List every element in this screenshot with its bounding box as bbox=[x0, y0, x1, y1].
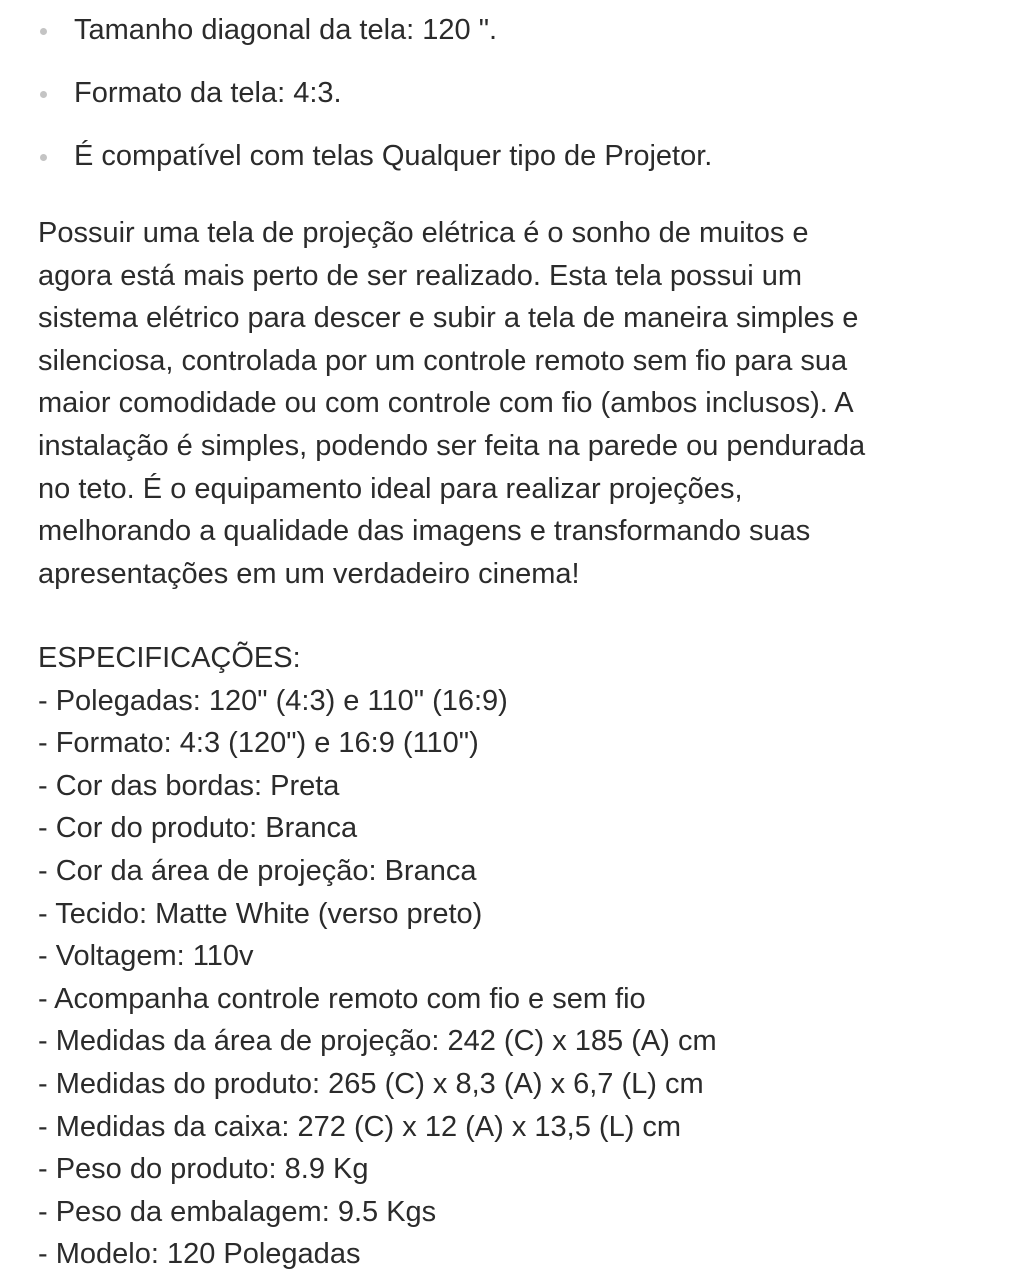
bullet-dot-icon bbox=[40, 154, 47, 161]
description-line: melhorando a qualidade das imagens e transformando suas bbox=[38, 515, 811, 548]
spec-item: - Cor da área de projeção: Branca bbox=[38, 854, 477, 887]
spec-item: - Peso da embalagem: 9.5 Kgs bbox=[38, 1195, 437, 1228]
spec-item: - Cor das bordas: Preta bbox=[38, 769, 340, 802]
spec-item: - Medidas da área de projeção: 242 (C) x 185 (A) cm bbox=[38, 1025, 717, 1058]
description-line: sistema elétrico para descer e subir a tela de maneira simples e bbox=[38, 302, 859, 335]
description-line: Possuir uma tela de projeção elétrica é o sonho de muitos e bbox=[38, 217, 809, 249]
description-line: apresentações em um verdadeiro cinema! bbox=[38, 557, 580, 590]
feature-bullet-item bbox=[0, 71, 1015, 134]
description-line: no teto. É o equipamento ideal para realizar projeções, bbox=[38, 472, 743, 505]
spec-item: - Medidas do produto: 265 (C) x 8,3 (A) x 6,7 (L) cm bbox=[38, 1067, 704, 1100]
feature-bullet-item bbox=[0, 134, 1015, 197]
spec-item: - Modelo: 120 Polegadas bbox=[38, 1238, 361, 1271]
feature-bullet-item bbox=[0, 8, 1015, 71]
feature-bullet-text: Formato da tela: 4:3. bbox=[74, 77, 342, 109]
description-line: instalação é simples, podendo ser feita na parede ou pendurada bbox=[38, 429, 866, 462]
spec-item: - Polegadas: 120" (4:3) e 110" (16:9) bbox=[38, 684, 508, 717]
feature-bullet-text: É compatível com telas Qualquer tipo de Projetor. bbox=[74, 140, 713, 172]
product-description-paragraph bbox=[38, 212, 988, 595]
feature-bullet-list bbox=[0, 8, 1015, 197]
spec-item: - Cor do produto: Branca bbox=[38, 812, 358, 845]
description-line: maior comodidade ou com controle com fio (ambos inclusos). A bbox=[38, 387, 854, 420]
description-line: silenciosa, controlada por um controle remoto sem fio para sua bbox=[38, 344, 848, 377]
spec-item: - Peso do produto: 8.9 Kg bbox=[38, 1153, 369, 1186]
feature-bullet-text: Tamanho diagonal da tela: 120 ". bbox=[74, 14, 498, 46]
description-line: agora está mais perto de ser realizado. Esta tela possui um bbox=[38, 259, 803, 292]
bullet-dot-icon bbox=[40, 28, 47, 35]
spec-item: - Voltagem: 110v bbox=[38, 940, 254, 973]
bullet-dot-icon bbox=[40, 91, 47, 98]
spec-item: - Medidas da caixa: 272 (C) x 12 (A) x 13,5 (L) cm bbox=[38, 1110, 682, 1143]
specifications-heading: ESPECIFICAÇÕES: bbox=[38, 642, 301, 674]
specifications-list bbox=[38, 680, 988, 1276]
spec-item: - Acompanha controle remoto com fio e sem fio bbox=[38, 982, 646, 1015]
specifications-section bbox=[38, 637, 988, 1276]
spec-item: - Tecido: Matte White (verso preto) bbox=[38, 897, 483, 930]
spec-item: - Formato: 4:3 (120") e 16:9 (110") bbox=[38, 727, 479, 760]
